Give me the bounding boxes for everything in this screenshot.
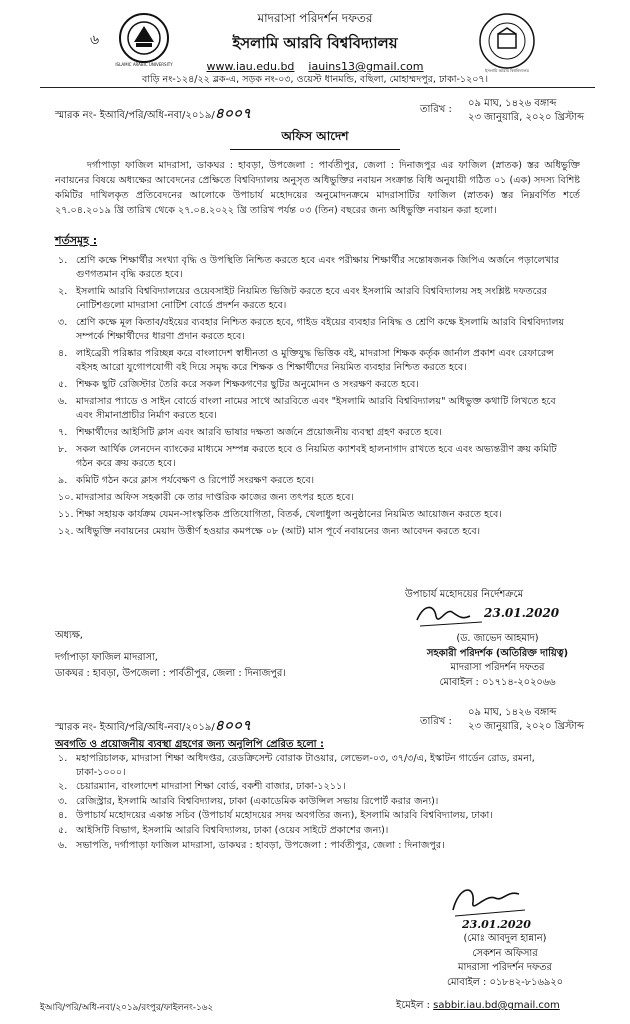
footer-email[interactable]: sabbir.iau.bd@gmail.com bbox=[433, 1000, 560, 1011]
left-logo bbox=[115, 12, 173, 67]
condition-item-text: ইসলামি আরবি বিশ্ববিদ্যালয়ের ওয়েবসাইট নিয়মিত ভিজিট করতে হবে এবং ইসলামি আরবি বিশ্ববিদ্যালয় সহ সংশ্লিষ্ট দফতরের নোটিশগুলো মাদরাসা নোটিশ বোর্ডে প্রদর্শন করতে হবে। bbox=[76, 286, 548, 311]
condition-item-number: ৮. bbox=[58, 444, 68, 455]
condition-item-text: শ্রেণি কক্ষে শিক্ষার্থীর সংখ্যা বৃদ্ধি ও উপস্থিতি নিশ্চিত করতে হবে এবং পরীক্ষায় শিক্ষার্থীর সন্তোষজনক জিপিএ অর্জনে পড়ালেখার গুণগতমান বৃদ্ধি করতে হবে। bbox=[76, 255, 560, 280]
cc-item-number: ১. bbox=[58, 753, 68, 764]
signatory-1-office: মাদরাসা পরিদর্শন দফতর bbox=[450, 662, 545, 673]
condition-item-number: ৯. bbox=[58, 475, 68, 486]
cc-item bbox=[58, 839, 574, 853]
recipient-line-2: দর্গাপাড়া ফাজিল মাদরাসা, bbox=[55, 652, 158, 663]
signature-1-date: 23.01.2020 bbox=[484, 606, 560, 620]
condition-item-text: লাইব্রেরী পরিষ্কার পরিচ্ছন্ন করে বাংলাদেশ স্বাধীনতা ও মুক্তিযুদ্ধ ভিত্তিক বই, মাদরাসা শিক্ষক কর্তৃক জার্নাল প্রকাশ এবং রেফারেন্স বইসহ আরো যুগোপযোগী বই দিয়ে সমৃদ্ধ করে শিক্ষক ও শিক্ষার্থীদের নিয়মিত ব্যবহার নিশ্চিত করতে হবে। bbox=[76, 348, 554, 373]
right-logo-text: ইসলামি আরবি বিশ্ববিদ্যালয় bbox=[485, 68, 529, 73]
order-title: অফিস আদেশ bbox=[230, 128, 400, 150]
footer-email-label: ইমেইল : bbox=[396, 1000, 430, 1011]
website-link[interactable]: www.iau.edu.bd bbox=[206, 60, 295, 73]
condition-item-number: ৭. bbox=[58, 427, 68, 438]
cc-item bbox=[58, 809, 574, 823]
cc-item-text: মহাপরিচালক, মাদরাসা শিক্ষা অধিদপ্তর, রেডক্রিসেন্ট বোরাক টাওয়ার, লেভেল-০৩, ৩৭/৩/এ, ইস্কাটন গার্ডেন রোড, রমনা, ঢাকা-১০০০। bbox=[76, 753, 535, 778]
condition-item-text: শিক্ষার্থীদের আইসিটি ক্লাস এবং আরবি ভাষার দক্ষতা অর্জনে প্রয়োজনীয় ব্যবস্থা গ্রহণ করতে হবে। bbox=[76, 427, 442, 438]
condition-item-number: ৩. bbox=[58, 317, 68, 328]
condition-item-number: ১১. bbox=[58, 509, 74, 520]
cc-item bbox=[58, 752, 574, 779]
condition-item bbox=[58, 316, 574, 344]
signatory-1-mobile: মোবাইল : ০১৭১৪-২০২০৬৬ bbox=[439, 676, 556, 688]
signatory-2-office: মাদরাসা পরিদর্শন দফতর bbox=[458, 962, 552, 973]
condition-item-text: মাদরাসার অফিস সহকারী কে তার দাপ্তরিক কাজের জন্য তৎপর হতে হবে। bbox=[76, 492, 354, 503]
memo-date-label: তারিখ : bbox=[420, 104, 452, 115]
condition-item bbox=[58, 426, 574, 440]
conditions-list bbox=[58, 254, 574, 542]
condition-item-number: ৫. bbox=[58, 379, 68, 390]
cc-item bbox=[58, 795, 574, 809]
signatory-2-mobile: মোবাইল : ০১৮৪২-৮১৬৯২০ bbox=[446, 976, 563, 988]
cc-item bbox=[58, 780, 574, 794]
signatory-1-designation: সহকারী পরিদর্শক (অতিরিক্ত দায়িত্ব) bbox=[426, 647, 569, 659]
cc-item-text: সভাপতি, দর্গাপাড়া ফাজিল মাদরাসা, ডাকঘর : হাবড়া, উপজেলা : পার্বতীপুর, জেলা : দিনাজপুর। bbox=[76, 839, 445, 851]
cc-item-number: ৩. bbox=[58, 795, 68, 807]
condition-item-text: মাদরাসার প্যাডে ও সাইন বোর্ডে বাংলা নামের সাথে আরবিতে এবং "ইসলামি আরবি বিশ্ববিদ্যালয়" অধিভুক্ত কথাটি লিখতে হবে এবং সীমানাপ্রাচীর নির্মাণ করতে হবে। bbox=[76, 396, 556, 421]
cc-title: অবগতি ও প্রয়োজনীয় ব্যবস্থা গ্রহণের জন্য অনুলিপি প্রেরিত হলো : bbox=[55, 739, 325, 750]
condition-item-number: ২. bbox=[58, 286, 68, 297]
memo-date-bangla: ০৯ মাঘ, ১৪২৬ বঙ্গাব্দ bbox=[468, 98, 557, 109]
signatory-2-designation: সেকশন অফিসার bbox=[472, 947, 538, 959]
signature-2-date: 23.01.2020 bbox=[462, 918, 531, 931]
condition-item bbox=[58, 525, 574, 539]
condition-item-text: শিক্ষা সহায়ক কার্যক্রম যেমন-সাংস্কৃতিক প্রতিযোগিতা, বিতর্ক, খেলাধুলা অনুষ্ঠানের নিয়মিত আয়োজন করতে হবে। bbox=[76, 509, 502, 520]
condition-item bbox=[58, 443, 574, 471]
cc-item-text: উপাচার্য মহোদয়ের একান্ত সচিব (উপাচার্য মহোদয়ের সদয় অবগতির জন্য), ইসলামি আরবি বিশ্ববিদ্যালয়, ঢাকা। bbox=[76, 810, 493, 822]
condition-item bbox=[58, 347, 574, 375]
memo-ref-2 bbox=[55, 714, 251, 738]
memo-ref-2-number: ৪০০৭ bbox=[214, 718, 252, 734]
memo-ref-label: স্মারক নং- ইআবি/পরি/অধি-নবা/২০১৯/ bbox=[55, 110, 215, 121]
condition-item bbox=[58, 378, 574, 392]
condition-item-text: অধিভুক্তি নবায়নের মেয়াদ উত্তীর্ণ হওয়ার কমপক্ষে ০৮ (আট) মাস পূর্বে নবায়নের জন্য আবেদন করতে হবে। bbox=[76, 526, 481, 537]
memo-2-date-label: তারিখ : bbox=[420, 716, 452, 727]
cc-item bbox=[58, 824, 574, 838]
signatory-2-name: (মোঃ আবদুল হান্নান) bbox=[463, 933, 547, 944]
cc-item-text: চেয়ারম্যান, বাংলাদেশ মাদরাসা শিক্ষা বোর্ড, বকশী বাজার, ঢাকা-১২১১। bbox=[76, 781, 346, 793]
condition-item-number: ৪. bbox=[58, 348, 68, 359]
cc-list bbox=[58, 752, 574, 853]
recipient-line-1: অধ্যক্ষ, bbox=[55, 630, 83, 641]
left-mark: ৬ bbox=[90, 32, 100, 48]
intro-paragraph: দর্গাপাড়া ফাজিল মাদরাসা, ডাকঘর : হাবড়া, উপজেলা : পার্বতীপুর, জেলা : দিনাজপুর এর ফাজিল (স্নাতক) স্তর অধিভুক্তি নবায়নের বিষয়ে অধ্যক্ষের আবেদনের প্রেক্ষিতে বিশ্ববিদ্যালয় অনুসৃত অধিভুক্তির নবায়ন সংক্রান্ত বিধি অনুযায়ী গঠিত ০১ (এক) সদস্য বিশিষ্ট কমিটির দাখিলকৃত প্রতিবেদনের আলোকে উপাচার্য মহোদয়ের অনুমোদনক্রমে মাদরাসাটির ফাজিল (স্নাতক) স্তর নিম্নবর্ণিত শর্তে ২৭.০৪.২০১৯ খ্রি তারিখ থেকে ২৭.০৪.২০২২ খ্রি তারিখ পর্যন্ত ০৩ (তিন) বছরের জন্য অধিভুক্তি নবায়ন করা হলো। bbox=[55, 160, 580, 216]
dept-name: মাদরাসা পরিদর্শন দফতর bbox=[257, 11, 373, 25]
condition-item bbox=[58, 285, 574, 313]
condition-item bbox=[58, 474, 574, 488]
email-link[interactable]: iauins13@gmail.com bbox=[308, 60, 424, 73]
address-line: বাড়ি নং-১২৪/২২ ব্লক-এ, সড়ক নং-০৩, ওয়েস্ট ধানমন্ডি, বছিলা, মোহাম্মদপুর, ঢাকা-১২০৭। bbox=[141, 74, 488, 85]
condition-item-text: কমিটি গঠন করে ক্লাস পর্যবেক্ষণ ও রিপোর্ট সংরক্ষণ করতে হবে। bbox=[76, 475, 315, 486]
cc-item-number: ৫. bbox=[58, 824, 68, 836]
condition-item-text: সকল আর্থিক লেনদেন ব্যাংকের মাধ্যমে সম্পন্ন করতে হবে ও নিয়মিত ক্যাশবই হালনাগাদ রাখতে হবে এবং অভ্যন্তরীণ ক্রয় কমিটি গঠন করে ক্রয় করতে হবে। bbox=[76, 444, 557, 469]
cc-item-text: আইসিটি বিভাগ, ইসলামি আরবি বিশ্ববিদ্যালয়, ঢাকা (ওয়েব সাইটে প্রকাশের জন্য)। bbox=[76, 824, 389, 836]
right-logo bbox=[478, 12, 536, 73]
recipient-line-3: ডাকঘর : হাবড়া, উপজেলা : পার্বতীপুর, জেলা : দিনাজপুর। bbox=[55, 668, 286, 679]
condition-item-number: ৬. bbox=[58, 396, 68, 407]
order-line: উপাচার্য মহোদয়ের নির্দেশক্রমে bbox=[405, 589, 524, 600]
condition-item bbox=[58, 395, 574, 423]
memo-ref-number: ৪০০৭ bbox=[214, 106, 252, 122]
signatory-1-name: (ড. জাভেদ আহমাদ) bbox=[456, 633, 539, 644]
condition-item bbox=[58, 491, 574, 505]
cc-item-text: রেজিস্ট্রার, ইসলামি আরবি বিশ্ববিদ্যালয়, ঢাকা (একাডেমিক কাউন্সিল সভায় রিপোর্ট করার জন্য)। bbox=[76, 795, 439, 807]
memo-ref-2-label: স্মারক নং- ইআবি/পরি/অধি-নবা/২০১৯/ bbox=[55, 722, 215, 733]
memo-ref bbox=[55, 102, 251, 126]
cc-item-number: ৬. bbox=[58, 839, 68, 851]
condition-item-text: শিক্ষক ছুটি রেজিস্টার তৈরি করে সকল শিক্ষকগণের ছুটির অনুমোদন ও সংরক্ষণ করতে হবে। bbox=[76, 379, 419, 390]
condition-item bbox=[58, 508, 574, 522]
condition-item-text: শ্রেণি কক্ষে মূল কিতাব/বইয়ের ব্যবহার নিশ্চিত করতে হবে, গাইড বইয়ের ব্যবহার নিষিদ্ধ ও শ্রেণি কক্ষে ইসলামি আরবি বিশ্ববিদ্যালয় সম্পর্কে শিক্ষার্থীদের ধারণা প্রদান করতে হবে। bbox=[76, 317, 565, 342]
university-name: ইসলামি আরবি বিশ্ববিদ্যালয় bbox=[232, 34, 398, 52]
memo-2-date-gregorian: ২৩ জানুয়ারি, ২০২০ খ্রিস্টাব্দ bbox=[468, 721, 584, 732]
cc-item-number: ৪. bbox=[58, 810, 68, 822]
footer-file-ref: ইআবি/পরি/অধি-নবা/২০১৯/রংপুর/ফাইলনং-১৬২ bbox=[40, 1003, 214, 1013]
condition-item-number: ১০. bbox=[58, 492, 74, 503]
memo-2-date-bangla: ০৯ মাঘ, ১৪২৬ বঙ্গাব্দ bbox=[468, 707, 557, 718]
left-logo-text: ISLAMIC ARABIC UNIVERSITY bbox=[115, 62, 173, 67]
condition-item-number: ১২. bbox=[58, 526, 74, 537]
conditions-title: শর্তসমূহ : bbox=[55, 234, 98, 247]
condition-item-number: ১. bbox=[58, 255, 68, 266]
cc-item-number: ২. bbox=[58, 781, 68, 793]
header-rule bbox=[40, 87, 595, 88]
condition-item bbox=[58, 254, 574, 282]
memo-date-gregorian: ২৩ জানুয়ারি, ২০২০ খ্রিস্টাব্দ bbox=[468, 112, 584, 123]
